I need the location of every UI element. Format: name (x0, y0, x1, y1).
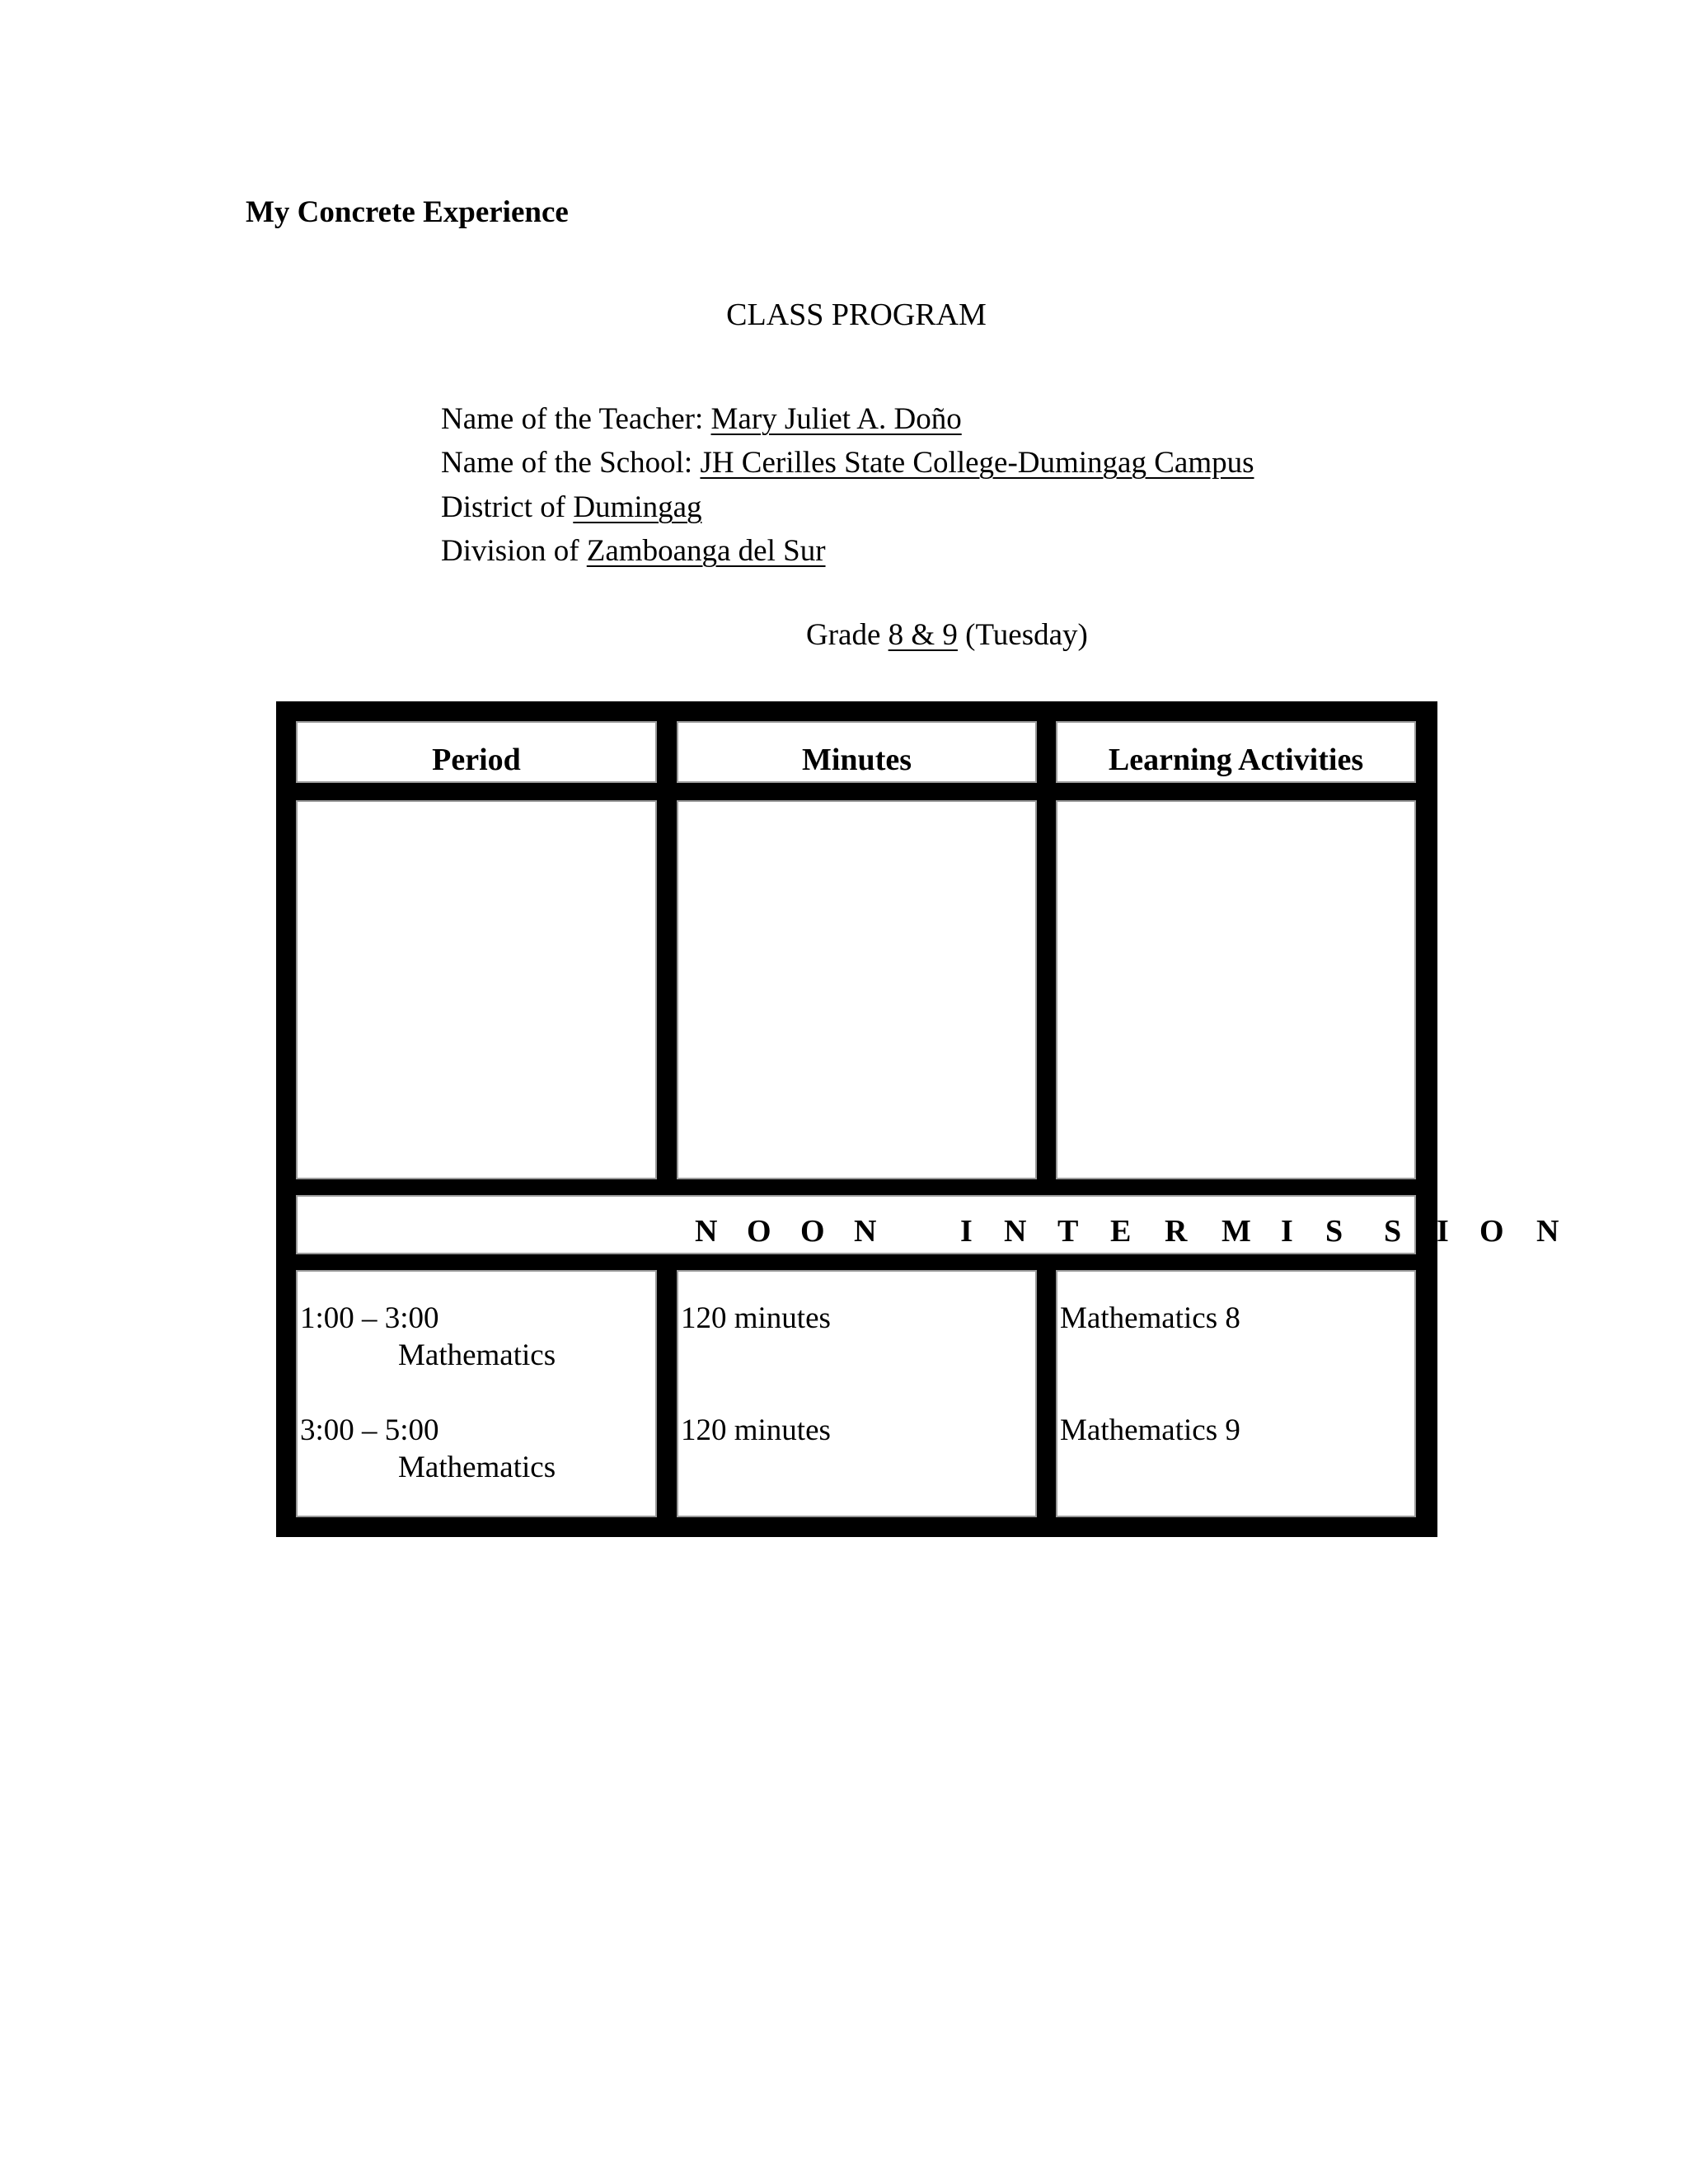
noon-letter: N (854, 1214, 877, 1249)
header-period: Period (296, 721, 657, 783)
school-line (441, 448, 1254, 478)
afternoon-activities-cell (1056, 1270, 1416, 1517)
noon-letter: N (1004, 1214, 1027, 1249)
noon-letter: T (1057, 1214, 1079, 1249)
district-label: District of (441, 490, 574, 524)
document-title: CLASS PROGRAM (726, 298, 987, 332)
noon-letter: I (1437, 1214, 1449, 1249)
afternoon-minutes-cell (677, 1270, 1037, 1517)
noon-letter: N (1536, 1214, 1559, 1249)
noon-letter: R (1165, 1214, 1188, 1249)
afternoon-period-cell (296, 1270, 657, 1517)
noon-letter: I (1281, 1214, 1293, 1249)
grade-label: Grade (806, 618, 889, 652)
noon-intermission-row (296, 1195, 1559, 1254)
noon-letter: I (960, 1214, 973, 1249)
header-learning-activities: Learning Activities (1056, 721, 1416, 783)
grade-line (806, 617, 1088, 653)
activity-2: Mathematics 9 (1060, 1413, 1240, 1447)
activity-1: Mathematics 8 (1060, 1301, 1240, 1335)
header-minutes: Minutes (677, 721, 1037, 783)
district-name: Dumingag (573, 490, 702, 524)
teacher-line (441, 404, 962, 434)
school-name: JH Cerilles State College-Dumingag Campus (700, 446, 1254, 480)
noon-letter: M (1221, 1214, 1251, 1249)
noon-letter: O (747, 1214, 771, 1249)
period-time-2: 3:00 – 5:00 (300, 1413, 439, 1447)
division-name: Zamboanga del Sur (586, 534, 826, 568)
noon-letter: E (1110, 1214, 1132, 1249)
morning-minutes-cell (677, 800, 1037, 1179)
grade-day: (Tuesday) (957, 618, 1088, 652)
teacher-name: Mary Juliet A. Doño (710, 402, 962, 436)
noon-letter: O (1479, 1214, 1504, 1249)
school-label: Name of the School: (441, 446, 701, 480)
period-time-1: 1:00 – 3:00 (300, 1301, 439, 1335)
noon-letter: O (800, 1214, 825, 1249)
noon-letter: S (1325, 1214, 1343, 1249)
teacher-label: Name of the Teacher: (441, 402, 711, 436)
district-line (441, 492, 702, 523)
class-program-table (276, 701, 1559, 1537)
minutes-1: 120 minutes (681, 1301, 831, 1335)
noon-letter: N (695, 1214, 718, 1249)
morning-period-cell (296, 800, 657, 1179)
period-subject-1: Mathematics (398, 1338, 556, 1372)
noon-letter: S (1384, 1214, 1402, 1249)
grade-value: 8 & 9 (888, 618, 958, 652)
minutes-2: 120 minutes (681, 1413, 831, 1447)
division-line (441, 536, 826, 566)
division-label: Division of (441, 534, 587, 568)
morning-activities-cell (1056, 800, 1416, 1179)
period-subject-2: Mathematics (398, 1451, 556, 1484)
section-heading: My Concrete Experience (246, 195, 569, 229)
